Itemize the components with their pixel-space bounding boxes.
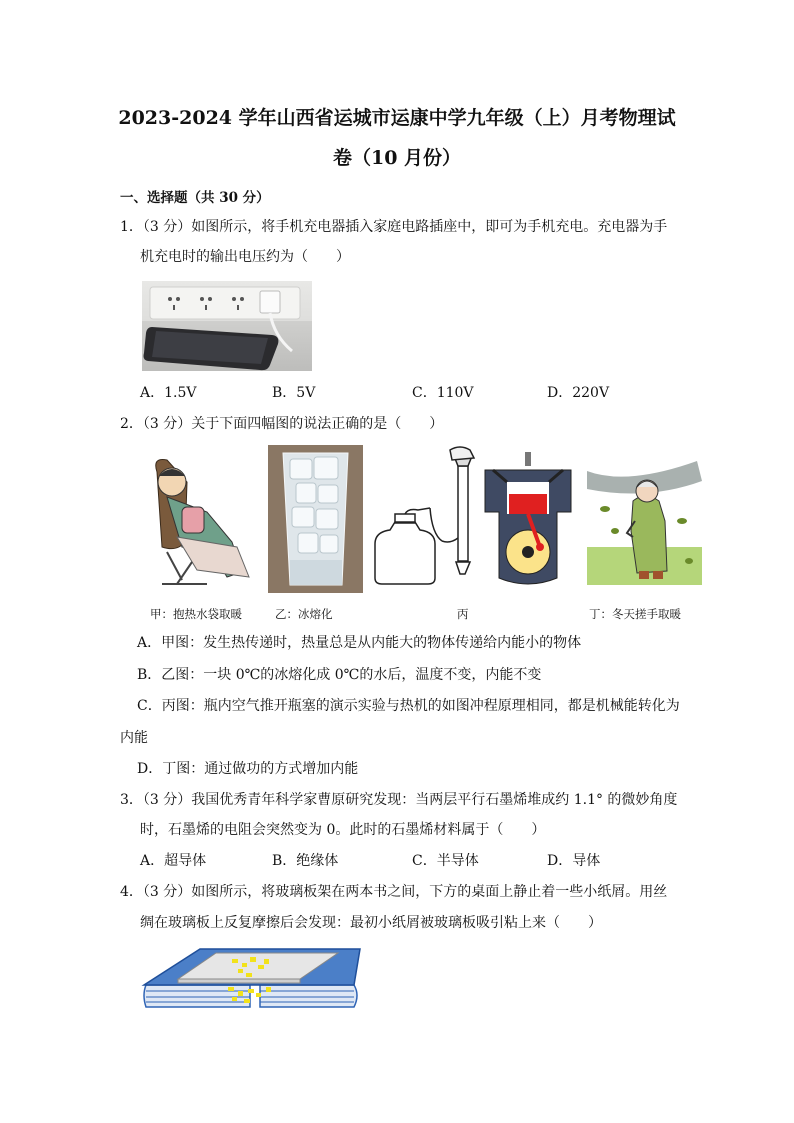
q2-option-a[interactable]: A．甲图：发生热传递时，热量总是从内能大的物体传递给内能小的物体 <box>137 635 582 651</box>
q1-option-a[interactable]: A．1.5V <box>140 385 197 401</box>
q3-option-c[interactable]: C．半导体 <box>412 853 479 869</box>
q3-option-a[interactable]: A．超导体 <box>140 853 207 869</box>
caption-ding: 丁：冬天搓手取暖 <box>589 607 681 621</box>
question-3-text-cont: 时，石墨烯的电阻会突然变为 0。此时的石墨烯材料属于（ ） <box>140 822 546 838</box>
phone-charger-image <box>142 281 312 371</box>
caption-jia: 甲：抱热水袋取暖 <box>150 607 242 621</box>
melting-ice-image <box>268 445 363 593</box>
caption-bing: 丙 <box>457 607 469 621</box>
q1-option-d[interactable]: D．220V <box>547 385 610 401</box>
q1-option-b[interactable]: B．5V <box>272 385 316 401</box>
hot-water-bag-image <box>137 452 257 590</box>
q1-option-c[interactable]: C．110V <box>412 385 474 401</box>
question-1-text: 1．（3 分）如图所示，将手机充电器插入家庭电路插座中，即可为手机充电。充电器为手 <box>120 219 668 235</box>
page-title-line-1: 2023-2024 学年山西省运城市运康中学九年级（上）月考物理试 <box>118 107 676 129</box>
rubbing-hands-image <box>587 461 702 585</box>
section-heading: 一、选择题（共 30 分） <box>120 190 270 206</box>
q3-option-b[interactable]: B．绝缘体 <box>272 853 339 869</box>
glass-plate-books-image <box>140 945 365 1015</box>
q3-option-d[interactable]: D．导体 <box>547 853 601 869</box>
q2-option-c[interactable]: C．丙图：瓶内空气推开瓶塞的演示实验与热机的如图冲程原理相同，都是机械能转化为 <box>137 698 680 714</box>
air-pushes-cork-and-engine-image <box>370 446 580 586</box>
question-1-text-cont: 机充电时的输出电压约为（ ） <box>140 249 350 265</box>
question-4-text: 4．（3 分）如图所示，将玻璃板架在两本书之间，下方的桌面上静止着一些小纸屑。用丝 <box>120 884 668 900</box>
q2-option-c-cont: 内能 <box>120 730 148 746</box>
q2-option-d[interactable]: D．丁图：通过做功的方式增加内能 <box>137 761 359 777</box>
page-title-line-2: 卷（10 月份） <box>332 147 462 169</box>
caption-yi: 乙：冰熔化 <box>275 607 333 621</box>
question-4-text-cont: 绸在玻璃板上反复摩擦后会发现：最初小纸屑被玻璃板吸引粘上来（ ） <box>140 915 602 931</box>
question-3-text: 3．（3 分）我国优秀青年科学家曹原研究发现：当两层平行石墨烯堆成约 1.1° 的微妙角度 <box>120 792 678 808</box>
q2-option-b[interactable]: B．乙图：一块 0℃的冰熔化成 0℃的水后，温度不变，内能不变 <box>137 667 542 683</box>
question-2-text: 2．（3 分）关于下面四幅图的说法正确的是（ ） <box>120 416 444 432</box>
